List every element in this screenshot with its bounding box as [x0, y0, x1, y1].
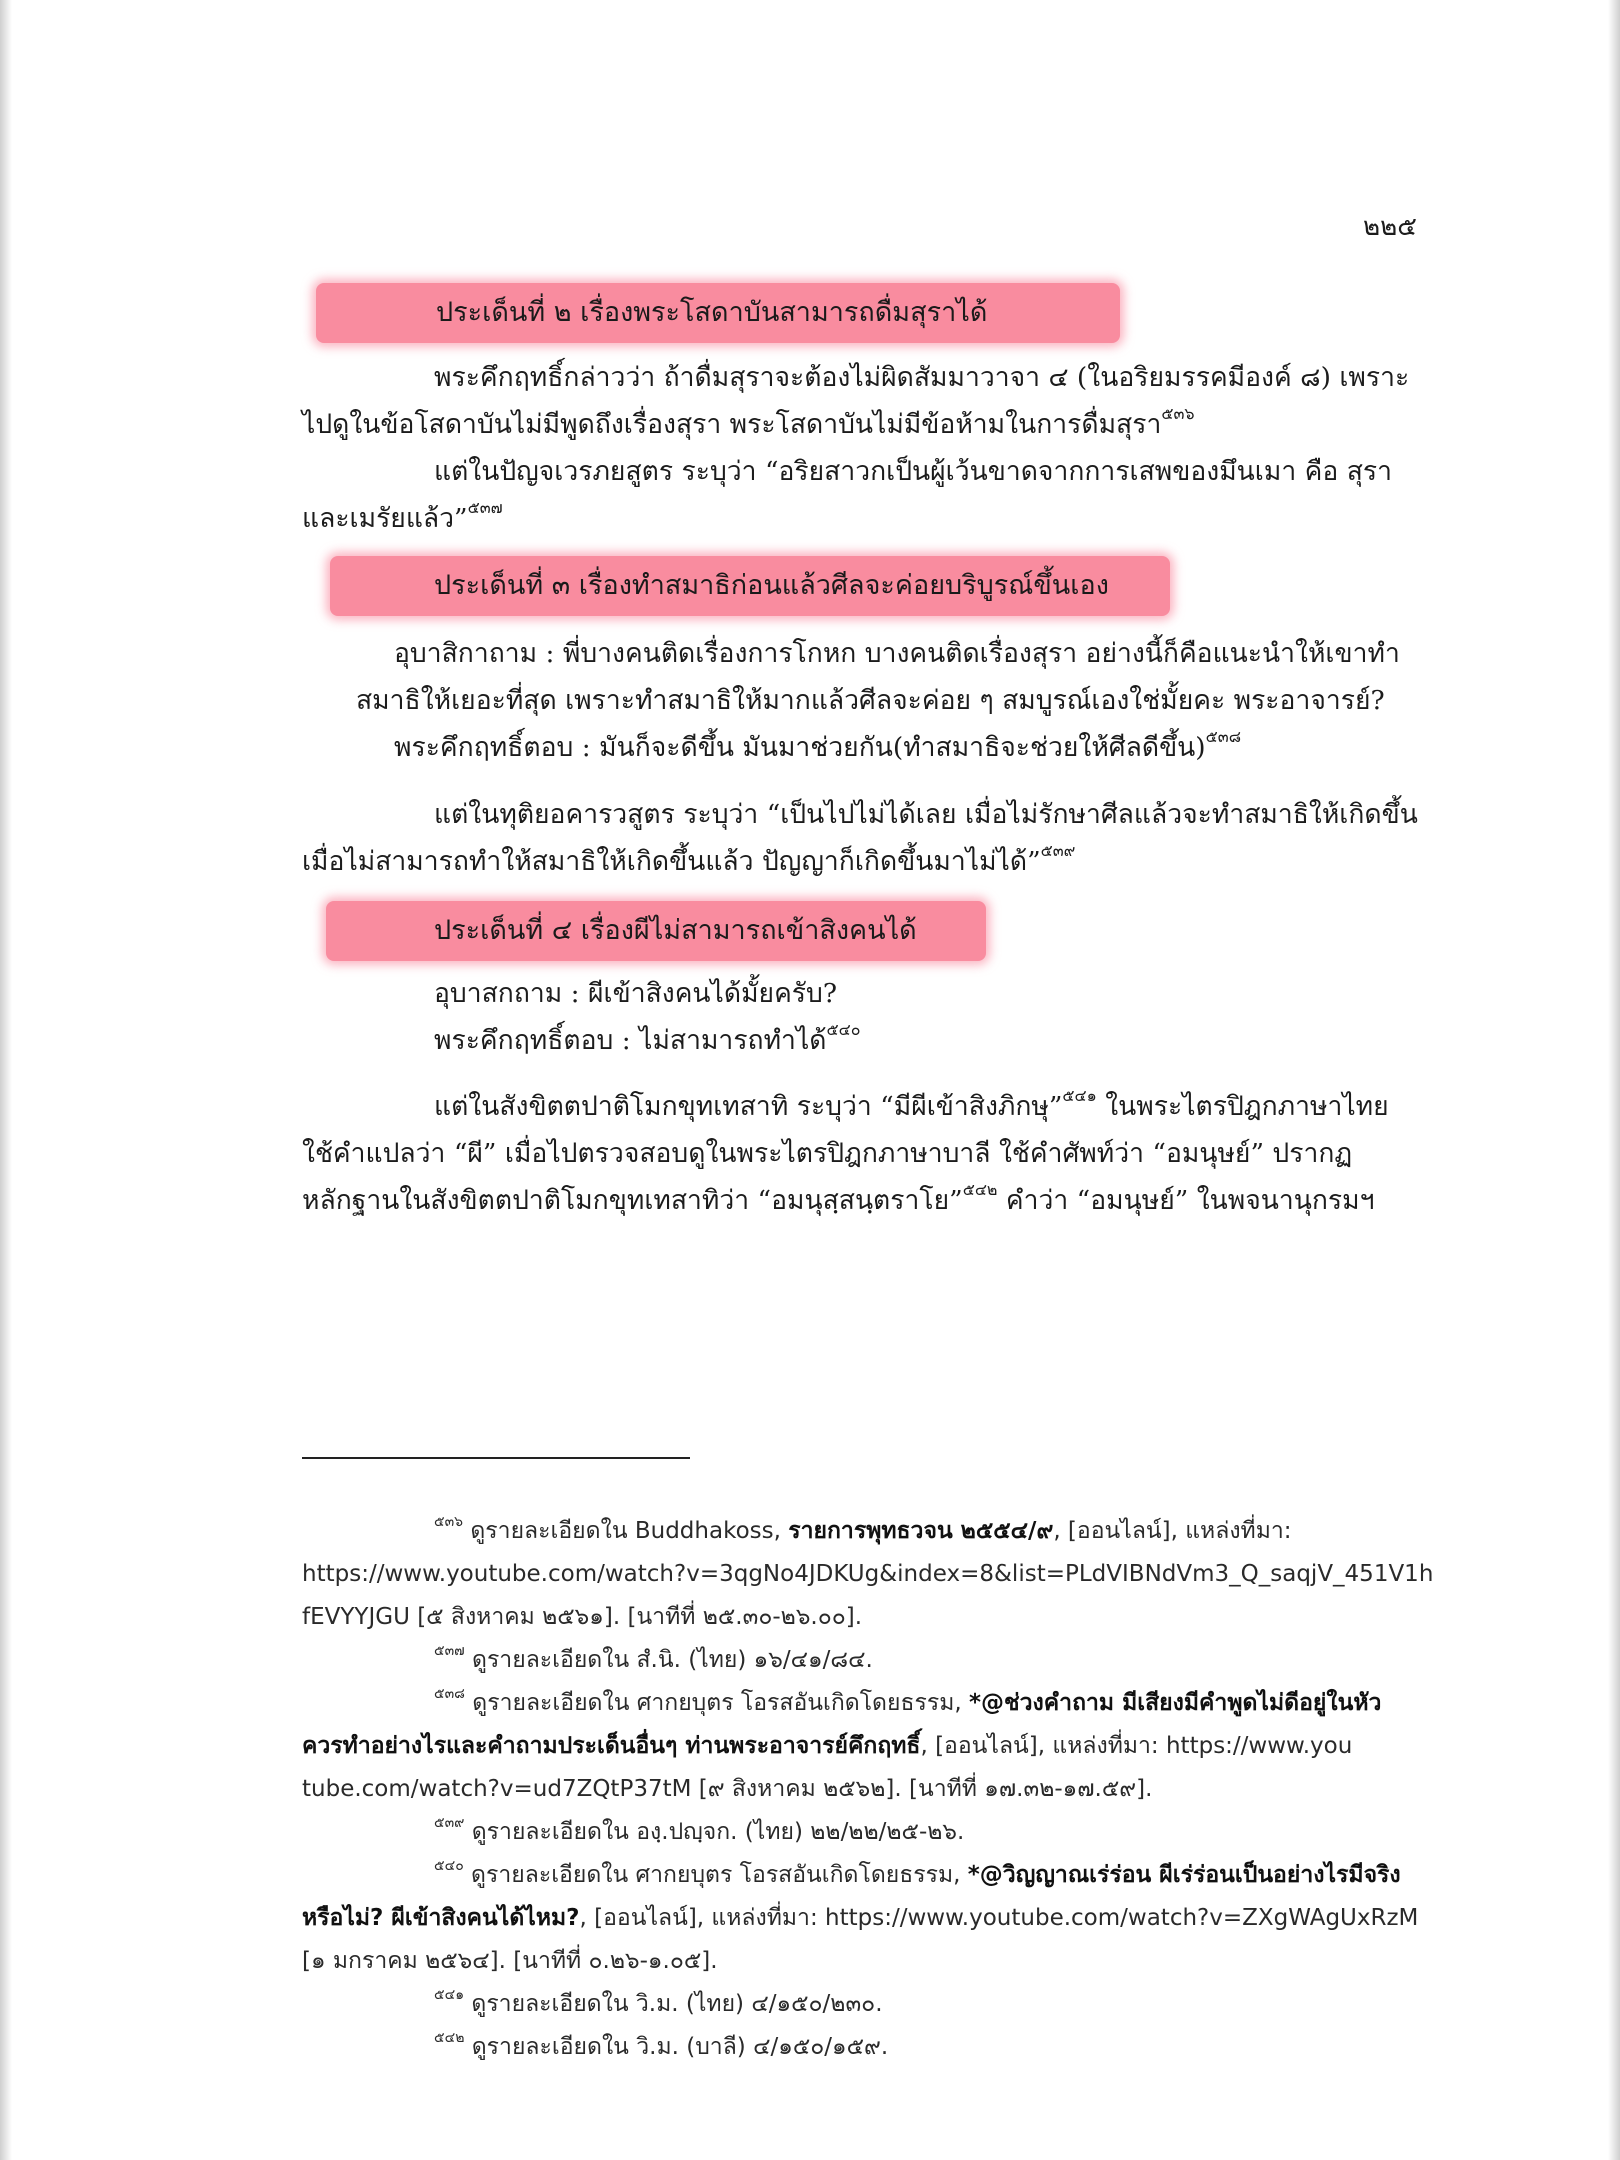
text-line: หลักฐานในสังขิตตปาติโมกขุทเทสาทิว่า “อมนุสฺสนฺตราโย”$^{๕๔๒}$ คำว่า “อมนุษย์” ในพจนานุกรมฯ: [302, 1180, 1375, 1216]
footnote-line: หรือไม่? ผีเข้าสิงคนได้ไหม?, [ออนไลน์], แหล่งที่มา: https://www.youtube.com/watch?v=ZXgWAgUxRzM: [302, 1905, 1419, 1931]
text-line: ใช้คำแปลว่า “ผี” เมื่อไปตรวจสอบดูในพระไตรปิฎกภาษาบาลี ใช้คำศัพท์ว่า “อมนุษย์” ปรากฏ: [302, 1138, 1353, 1169]
paragraph: [302, 1083, 1417, 1224]
footnote-537: $^{๕๓๗}$ ดูรายละเอียดใน สํ.นิ. (ไทย) ๑๖/๔๑/๘๔.: [434, 1643, 873, 1673]
text-line: พระคึกฤทธิ์กล่าวว่า ถ้าดื่มสุราจะต้องไม่ผิดสัมมาวาจา ๔ (ในอริยมรรคมีองค์ ๘) เพราะ: [434, 362, 1410, 393]
text-line: แต่ในทุติยอคารวสูตร ระบุว่า “เป็นไปไม่ได้เลย เมื่อไม่รักษาศีลแล้วจะทำสมาธิให้เกิดขึ้น: [434, 799, 1418, 830]
paragraph: [302, 354, 1417, 542]
footnote-line: [๑ มกราคม ๒๕๖๔]. [นาทีที่ ๐.๒๖-๑.๐๕].: [302, 1948, 718, 1974]
question-line: อุบาสิกาถาม : พี่บางคนติดเรื่องการโกหก บางคนติดเรื่องสุรา อย่างนี้ก็คือแนะนำให้เขาทำ: [394, 638, 1400, 669]
footnote-ref: ๕๓๙: [1040, 841, 1076, 860]
footnote-url: https://www.youtube.com/watch?v=3qgNo4JDKUg&index=8&list=PLdVIBNdVm3_Q_saqjV_451V1h: [302, 1561, 1434, 1587]
section-heading-text: ประเด็นที่ ๒ เรื่องพระโสดาบันสามารถดื่มสุราได้: [436, 297, 988, 328]
answer-line: พระคึกฤทธิ์ตอบ : ไม่สามารถทำได้$^{๕๔๐}$: [434, 1020, 861, 1056]
page-edge-shadow: [1608, 0, 1620, 2160]
footnote-ref: ๕๓๘: [1205, 727, 1242, 746]
footnote-ref: ๕๔๑: [1062, 1086, 1097, 1105]
footnote-ref: ๕๔๐: [826, 1020, 861, 1039]
text-line: ไปดูในข้อโสดาบันไม่มีพูดถึงเรื่องสุรา พระโสดาบันไม่มีข้อห้ามในการดื่มสุรา$^{๕๓๖}$: [302, 404, 1195, 440]
footnote-ref: ๕๔๒: [962, 1180, 998, 1199]
section-heading-3: [330, 556, 1170, 616]
footnote-542: $^{๕๔๒}$ ดูรายละเอียดใน วิ.ม. (บาลี) ๔/๑๕๐/๑๕๙.: [434, 2030, 889, 2060]
text-line: แต่ในสังขิตตปาติโมกขุทเทสาทิ ระบุว่า “มีผีเข้าสิงภิกษุ”$^{๕๔๑}$ ในพระไตรปิฎกภาษาไทย: [434, 1086, 1389, 1122]
footnote-divider: [302, 1457, 690, 1459]
footnote-ref: ๕๓๖: [1161, 404, 1195, 423]
question-line: อุบาสกถาม : ผีเข้าสิงคนได้มั้ยครับ?: [434, 978, 838, 1009]
text-line: เมื่อไม่สามารถทำให้สมาธิให้เกิดขึ้นแล้ว ปัญญาก็เกิดขึ้นมาไม่ได้”$^{๕๓๙}$: [302, 841, 1076, 877]
footnote-540: $^{๕๔๐}$ ดูรายละเอียดใน ศากยบุตร โอรสอันเกิดโดยธรรม, *@วิญญาณเร่ร่อน ผีเร่ร่อนเป็นอย่างไรมีจริง: [434, 1858, 1401, 1888]
section-heading-text: ประเด็นที่ ๓ เรื่องทำสมาธิก่อนแล้วศีลจะค่อยบริบูรณ์ขึ้นเอง: [434, 570, 1109, 601]
footnote-line: tube.com/watch?v=ud7ZQtP37tM [๙ สิงหาคม ๒๕๖๒]. [นาทีที่ ๑๗.๓๒-๑๗.๕๙].: [302, 1776, 1153, 1802]
answer-line: พระคึกฤทธิ์ตอบ : มันก็จะดีขึ้น มันมาช่วยกัน(ทำสมาธิจะช่วยให้ศีลดีขึ้น)$^{๕๓๘}$: [394, 727, 1242, 763]
section-heading-2: [316, 283, 1120, 343]
paragraph: [302, 791, 1417, 885]
text-line: และเมรัยแล้ว”$^{๕๓๗}$: [302, 498, 503, 534]
text-line: แต่ในปัญจเวรภยสูตร ระบุว่า “อริยสาวกเป็นผู้เว้นขาดจากการเสพของมึนเมา คือ สุรา: [434, 456, 1392, 487]
question-line: สมาธิให้เยอะที่สุด เพราะทำสมาธิให้มากแล้วศีลจะค่อย ๆ สมบูรณ์เองใช่มั้ยคะ พระอาจารย์?: [356, 685, 1385, 716]
footnote-ref: ๕๓๗: [467, 498, 503, 517]
footnote-line: ควรทำอย่างไรและคำถามประเด็นอื่นๆ ท่านพระอาจารย์คึกฤทธิ์, [ออนไลน์], แหล่งที่มา: https://www.you: [302, 1733, 1353, 1759]
footnotes: [302, 1510, 1434, 2069]
footnote-539: $^{๕๓๙}$ ดูรายละเอียดใน องฺ.ปญฺจก. (ไทย) ๒๒/๒๒/๒๕-๒๖.: [434, 1815, 965, 1845]
footnote-line: fEVYYJGU [๕ สิงหาคม ๒๕๖๑]. [นาทีที่ ๒๕.๓๐-๒๖.๐๐].: [302, 1604, 863, 1630]
footnote-538: $^{๕๓๘}$ ดูรายละเอียดใน ศากยบุตร โอรสอันเกิดโดยธรรม, *@ช่วงคำถาม มีเสียงมีคำพูดไม่ดีอยู่ในหัว: [434, 1686, 1382, 1716]
footnote-536: $^{๕๓๖}$ ดูรายละเอียดใน Buddhakoss, รายการพุทธวจน ๒๕๕๔/๙, [ออนไลน์], แหล่งที่มา:: [434, 1514, 1292, 1544]
section-heading-text: ประเด็นที่ ๔ เรื่องผีไม่สามารถเข้าสิงคนได้: [434, 915, 917, 946]
section-heading-4: [326, 901, 986, 961]
footnote-541: $^{๕๔๑}$ ดูรายละเอียดใน วิ.ม. (ไทย) ๔/๑๕๐/๒๓๐.: [434, 1987, 883, 2017]
page-number: ๒๒๕: [1363, 212, 1417, 242]
page-edge-shadow: [0, 0, 12, 2160]
